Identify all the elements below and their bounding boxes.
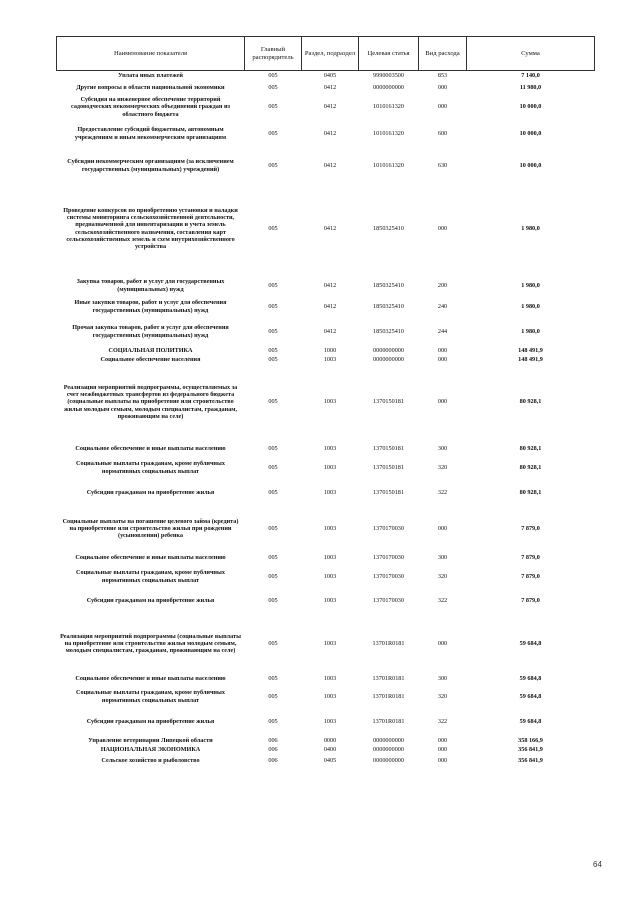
cell-name: Субсидия на инженерное обеспечение территорий садоводческих некоммерческих объединений граждан из областного бюджета <box>71 96 230 118</box>
cell-name: Предоставление субсидий бюджетным, автономным учреждениям и иным некоммерческим организациям <box>74 126 227 141</box>
cell-admin: 005 <box>268 129 278 137</box>
table-row <box>57 671 595 687</box>
cell-name: Уплата иных платежей <box>118 71 183 79</box>
table-row <box>57 71 595 80</box>
header-name: Наименование показателя <box>57 37 245 71</box>
table-row <box>57 440 595 458</box>
cell-section: 0412 <box>323 302 337 310</box>
cell-admin: 005 <box>268 639 278 647</box>
cell-exptype: 240 <box>437 302 448 310</box>
cell-section: 0000 <box>323 737 337 745</box>
cell-name: Другие вопросы в области национальной экономики <box>76 83 225 91</box>
table-row <box>57 458 595 478</box>
table-row <box>57 96 595 119</box>
cell-target: 1370170030 <box>373 524 404 532</box>
cell-admin: 005 <box>268 572 278 580</box>
cell-target: 1010161320 <box>373 161 404 169</box>
cell-section: 0412 <box>323 281 337 289</box>
cell-section: 0412 <box>323 103 337 111</box>
cell-name: СОЦИАЛЬНАЯ ПОЛИТИКА <box>108 347 193 355</box>
cell-section: 1003 <box>323 398 337 406</box>
cell-sum: 1 980,0 <box>521 224 540 232</box>
cell-admin: 006 <box>268 746 278 754</box>
cell-section: 1003 <box>323 692 337 700</box>
cell-exptype: 000 <box>437 398 448 406</box>
page-number: 64 <box>593 860 602 869</box>
cell-target: 1370150181 <box>373 398 404 406</box>
header-admin: Главный распорядитель <box>245 37 302 71</box>
cell-name: Иные закупки товаров, работ и услуг для обеспечения государственных (муниципальных) нужд <box>74 299 227 314</box>
cell-sum: 80 928,1 <box>519 489 542 497</box>
cell-exptype: 300 <box>437 554 448 562</box>
cell-name: Реализация мероприятий подпрограммы, осуществляемых за счет межбюджетных трансфертов из федерального бюджета (социальные выплаты на приобретение или строительство жилья молодым семьям, молодым специалистам, гражданам, проживающим на селе) <box>63 383 238 420</box>
cell-admin: 005 <box>268 444 278 452</box>
cell-admin: 005 <box>268 717 278 725</box>
cell-target: 13701R0181 <box>372 692 405 700</box>
cell-admin: 005 <box>268 597 278 605</box>
cell-sum: 80 928,1 <box>519 398 542 406</box>
cell-exptype: 322 <box>437 489 448 497</box>
cell-section: 1003 <box>323 554 337 562</box>
cell-name: Закупка товаров, работ и услуг для государственных (муниципальных) нужд <box>76 278 225 293</box>
cell-name: Социальное обеспечение и иные выплаты населению <box>75 674 226 682</box>
cell-sum: 59 684,8 <box>519 717 542 725</box>
cell-sum: 7 140,0 <box>521 71 540 79</box>
cell-admin: 005 <box>268 398 278 406</box>
cell-target: 1370150181 <box>373 463 404 471</box>
table-row <box>57 297 595 317</box>
cell-exptype: 322 <box>437 597 448 605</box>
cell-target: 1850325410 <box>373 302 404 310</box>
cell-exptype: 320 <box>437 463 448 471</box>
cell-name: Социальное обеспечение и иные выплаты населению <box>75 554 226 562</box>
table-row <box>57 549 595 568</box>
table-row <box>57 317 595 347</box>
cell-section: 1003 <box>323 674 337 682</box>
cell-admin: 006 <box>268 737 278 745</box>
cell-exptype: 000 <box>437 347 448 355</box>
cell-section: 1003 <box>323 572 337 580</box>
table-row <box>57 746 595 755</box>
cell-sum: 148 491,9 <box>518 356 543 364</box>
table-row <box>57 80 595 96</box>
cell-admin: 005 <box>268 554 278 562</box>
cell-target: 1370170030 <box>373 554 404 562</box>
table-row <box>57 617 595 671</box>
table-row <box>57 687 595 707</box>
cell-name: Сельское хозяйство и рыболовство <box>101 756 200 764</box>
header-target: Целевая статья <box>359 37 419 71</box>
cell-sum: 1 980,0 <box>521 327 540 335</box>
cell-sum: 7 879,0 <box>521 597 540 605</box>
cell-target: 1370170030 <box>373 597 404 605</box>
cell-name: Социальные выплаты на погашение целевого займа (кредита) на приобретение или строительство жилья при рождении (усыновлении) ребенка <box>62 517 239 540</box>
cell-name: Проведение конкурсов по приобретению установки и наладки системы мониторинга сельскохозяйственной деятельности, предназначенной для инвентаризации и учета земель сельскохозяйственного назначения, составления карт сельскохозяйственных земель и схем внутрихозяйственного устройства <box>63 206 238 250</box>
cell-exptype: 000 <box>437 524 448 532</box>
cell-section: 0412 <box>323 83 337 91</box>
cell-name: Социальные выплаты гражданам, кроме публичных нормативных социальных выплат <box>76 569 225 584</box>
cell-name: НАЦИОНАЛЬНАЯ ЭКОНОМИКА <box>100 746 201 754</box>
cell-sum: 59 684,8 <box>519 692 542 700</box>
cell-name: Прочая закупка товаров, работ и услуг для обеспечения государственных (муниципальных) нужд <box>72 324 229 339</box>
cell-section: 1003 <box>323 463 337 471</box>
cell-target: 0000000000 <box>373 347 404 355</box>
cell-sum: 7 879,0 <box>521 554 540 562</box>
cell-sum: 1 980,0 <box>521 302 540 310</box>
cell-admin: 005 <box>268 103 278 111</box>
table-row <box>57 183 595 275</box>
cell-sum: 80 928,1 <box>519 463 542 471</box>
cell-admin: 005 <box>268 224 278 232</box>
cell-target: 0000000000 <box>373 746 404 754</box>
cell-name: Субсидии гражданам на приобретение жилья <box>86 717 215 725</box>
cell-target: 0000000000 <box>373 737 404 745</box>
cell-admin: 005 <box>268 524 278 532</box>
cell-exptype: 244 <box>437 327 448 335</box>
table-row <box>57 586 595 617</box>
cell-section: 1003 <box>323 639 337 647</box>
cell-admin: 005 <box>268 83 278 91</box>
cell-admin: 005 <box>268 692 278 700</box>
table-row <box>57 119 595 149</box>
cell-exptype: 000 <box>437 737 448 745</box>
cell-section: 1000 <box>323 347 337 355</box>
cell-exptype: 600 <box>437 129 448 137</box>
table-header-row <box>57 37 595 71</box>
table-row <box>57 365 595 440</box>
cell-target: 1850325410 <box>373 224 404 232</box>
cell-sum: 1 980,0 <box>521 281 540 289</box>
cell-sum: 356 841,9 <box>518 756 543 764</box>
cell-admin: 005 <box>268 356 278 364</box>
cell-name: Социальные выплаты гражданам, кроме публичных нормативных социальных выплат <box>76 689 225 704</box>
cell-target: 1010161320 <box>373 129 404 137</box>
cell-section: 0412 <box>323 224 337 232</box>
cell-admin: 005 <box>268 347 278 355</box>
cell-admin: 005 <box>268 71 278 79</box>
cell-name: Социальное обеспечение населения <box>100 356 201 364</box>
cell-exptype: 000 <box>437 224 448 232</box>
cell-sum: 59 684,8 <box>519 674 542 682</box>
cell-exptype: 000 <box>437 639 448 647</box>
table-row <box>57 149 595 183</box>
cell-exptype: 853 <box>437 71 448 79</box>
cell-sum: 10 000,0 <box>519 129 542 137</box>
cell-target: 1370150181 <box>373 444 404 452</box>
cell-exptype: 320 <box>437 692 448 700</box>
cell-sum: 80 928,1 <box>519 444 542 452</box>
cell-section: 1003 <box>323 356 337 364</box>
cell-section: 1003 <box>323 717 337 725</box>
cell-name: Субсидии гражданам на приобретение жилья <box>86 489 215 497</box>
budget-table <box>56 36 595 767</box>
header-section: Раздел, подраздел <box>302 37 359 71</box>
header-exptype: Вид расхода <box>419 37 467 71</box>
cell-section: 1003 <box>323 597 337 605</box>
cell-section: 1003 <box>323 524 337 532</box>
cell-admin: 005 <box>268 463 278 471</box>
cell-admin: 005 <box>268 161 278 169</box>
cell-sum: 148 491,9 <box>518 347 543 355</box>
cell-name: Управление ветеринарии Липецкой области <box>88 737 213 745</box>
table-row <box>57 509 595 549</box>
table-row <box>57 568 595 586</box>
cell-target: 13701R0181 <box>372 674 405 682</box>
cell-name: Социальное обеспечение и иные выплаты населению <box>75 444 226 452</box>
cell-sum: 59 684,8 <box>519 639 542 647</box>
cell-sum: 7 879,0 <box>521 572 540 580</box>
cell-exptype: 200 <box>437 281 448 289</box>
cell-name: Социальные выплаты гражданам, кроме публичных нормативных социальных выплат <box>76 460 225 475</box>
cell-sum: 11 980,0 <box>519 83 542 91</box>
cell-admin: 005 <box>268 327 278 335</box>
cell-section: 1003 <box>323 489 337 497</box>
cell-exptype: 000 <box>437 83 448 91</box>
table-row <box>57 275 595 297</box>
cell-target: 1850325410 <box>373 281 404 289</box>
cell-sum: 10 000,0 <box>519 161 542 169</box>
cell-section: 0405 <box>323 71 337 79</box>
table-row <box>57 356 595 365</box>
cell-target: 0000000000 <box>373 356 404 364</box>
table-body <box>57 71 595 767</box>
cell-name: Субсидии некоммерческим организациям (за исключением государственных (муниципальных) учреждений) <box>67 158 234 173</box>
cell-exptype: 000 <box>437 746 448 754</box>
table-row <box>57 755 595 767</box>
cell-target: 1370170030 <box>373 572 404 580</box>
cell-name: Реализация мероприятий подпрограммы (социальные выплаты на приобретение или строительство жилья молодым семьям, молодым специалистам, гражданам, проживающим на селе) <box>60 632 241 655</box>
cell-target: 0000000000 <box>373 756 404 764</box>
cell-target: 1010161320 <box>373 103 404 111</box>
cell-target: 1370150181 <box>373 489 404 497</box>
cell-target: 13701R0181 <box>372 717 405 725</box>
cell-admin: 005 <box>268 281 278 289</box>
cell-sum: 356 841,9 <box>518 746 543 754</box>
cell-exptype: 000 <box>437 356 448 364</box>
cell-exptype: 300 <box>437 444 448 452</box>
table-row <box>57 347 595 356</box>
cell-section: 0400 <box>323 746 337 754</box>
table-row <box>57 478 595 509</box>
cell-section: 0412 <box>323 129 337 137</box>
cell-admin: 006 <box>268 756 278 764</box>
cell-sum: 358 166,9 <box>518 737 543 745</box>
cell-sum: 7 879,0 <box>521 524 540 532</box>
cell-admin: 005 <box>268 489 278 497</box>
cell-target: 0000000000 <box>373 83 404 91</box>
cell-section: 0405 <box>323 756 337 764</box>
cell-exptype: 320 <box>437 572 448 580</box>
cell-section: 0412 <box>323 327 337 335</box>
cell-exptype: 322 <box>437 717 448 725</box>
cell-admin: 005 <box>268 302 278 310</box>
cell-target: 13701R0181 <box>372 639 405 647</box>
table-row <box>57 707 595 737</box>
cell-exptype: 000 <box>437 756 448 764</box>
cell-target: 1850325410 <box>373 327 404 335</box>
cell-sum: 10 000,0 <box>519 103 542 111</box>
table-row <box>57 737 595 746</box>
cell-section: 0412 <box>323 161 337 169</box>
cell-section: 1003 <box>323 444 337 452</box>
cell-target: 9990003500 <box>373 71 404 79</box>
cell-exptype: 000 <box>437 103 448 111</box>
cell-exptype: 300 <box>437 674 448 682</box>
cell-name: Субсидии гражданам на приобретение жилья <box>86 597 215 605</box>
cell-exptype: 630 <box>437 161 448 169</box>
cell-admin: 005 <box>268 674 278 682</box>
header-sum: Сумма <box>467 37 595 71</box>
